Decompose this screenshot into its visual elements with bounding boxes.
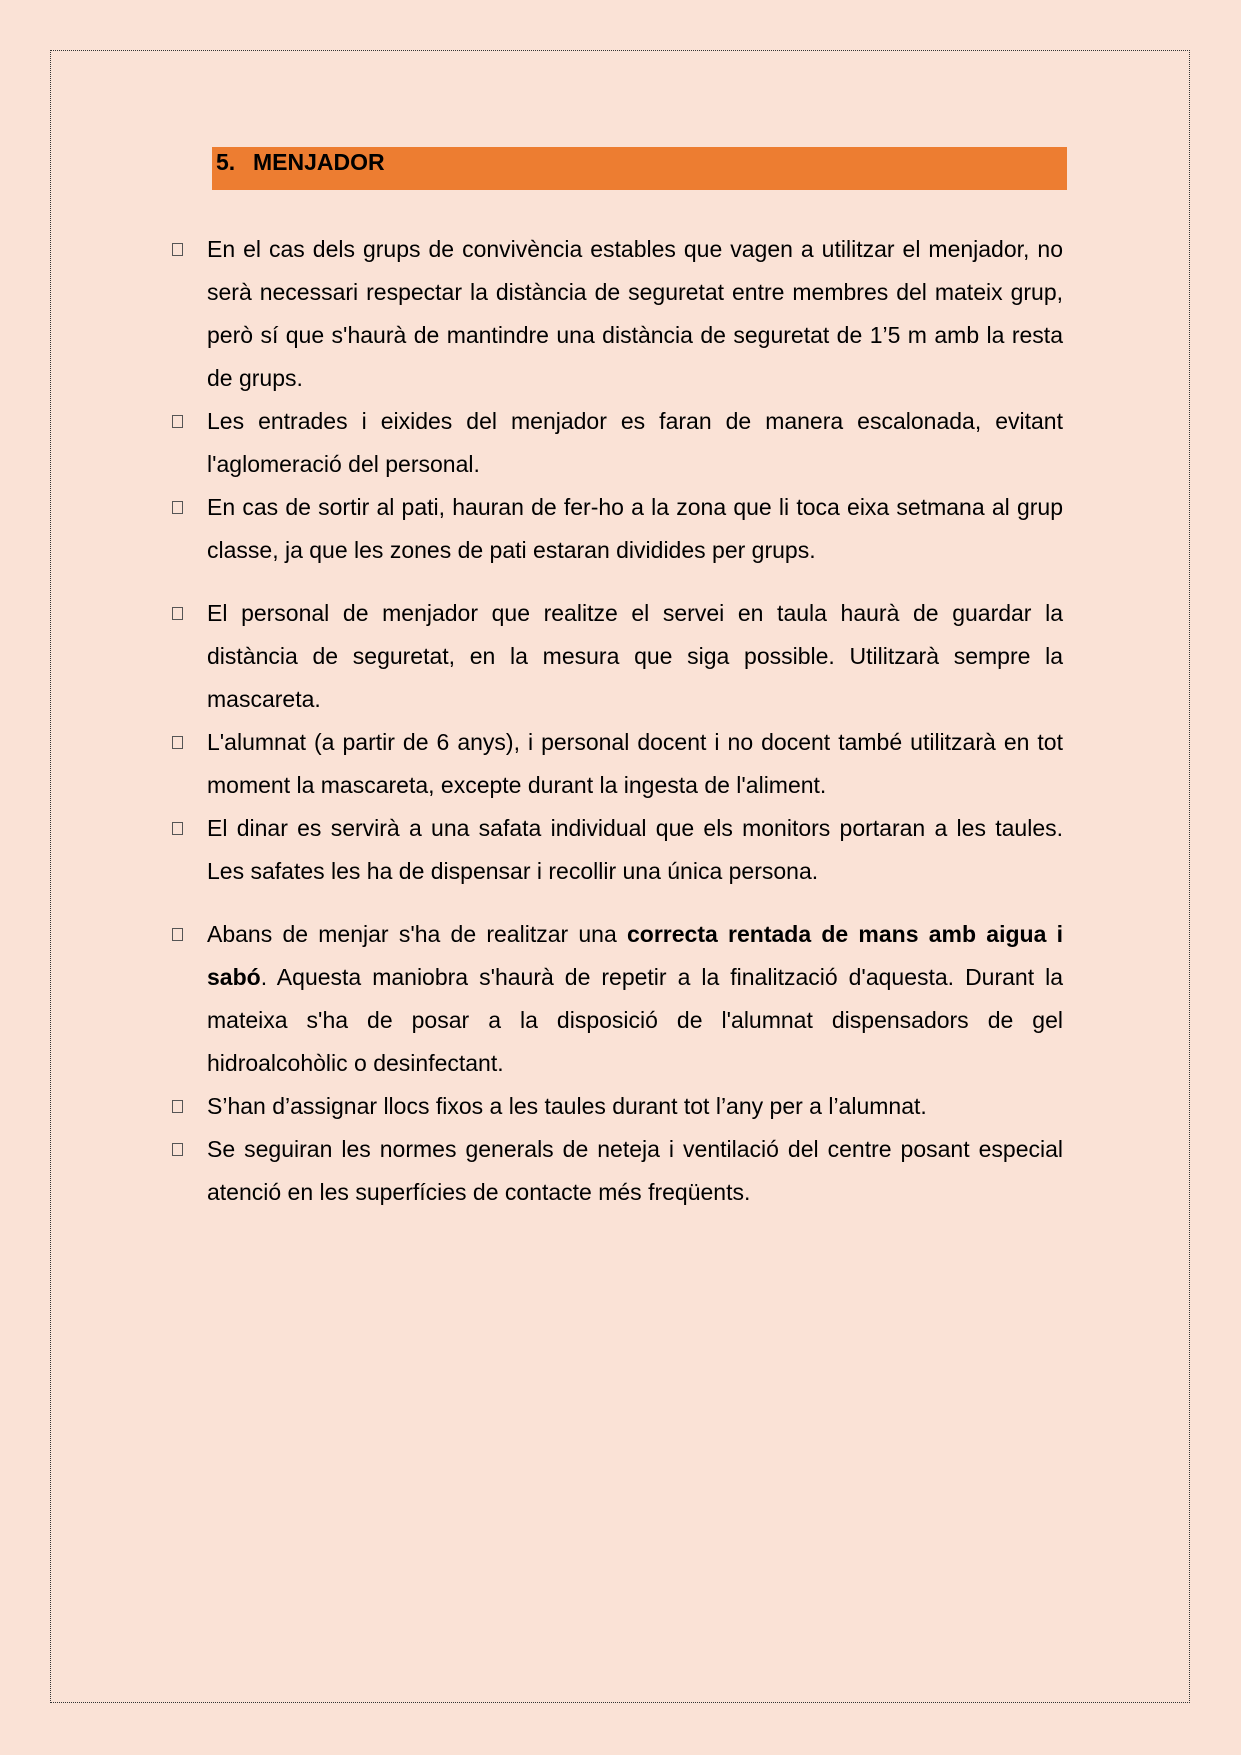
list-item-text: L'alumnat (a partir de 6 anys), i personal docent i no docent també utilitzarà en tot moment la mascareta, excepte durant la ingesta de l'aliment.: [207, 729, 1063, 798]
section-header: [212, 147, 1067, 190]
list-item-text: En el cas dels grups de convivència estables que vagen a utilitzar el menjador, no serà necessari respectar la distància de seguretat entre membres del mateix grup, però sí que s'haurà de mantindre una distància de seguretat de 1’5 m amb la resta de grups.: [207, 236, 1063, 391]
list-item-text: Les entrades i eixides del menjador es faran de manera escalonada, evitant l'aglomeració del personal.: [207, 408, 1063, 477]
bullet-list: [170, 228, 1063, 1214]
square-bullet-icon: [172, 1143, 183, 1156]
list-item-text: En cas de sortir al pati, hauran de fer-ho a la zona que li toca eixa setmana al grup classe, ja que les zones de pati estaran dividides per grups.: [207, 494, 1063, 563]
list-item-text-after: . Aquesta maniobra s'haurà de repetir a la finalització d'aquesta. Durant la mateixa s'ha de posar a la disposició de l'alumnat dispensadors de gel hidroalcohòlic o desinfectant.: [207, 964, 1063, 1076]
square-bullet-icon: [172, 1100, 183, 1113]
list-item-text-bold: correcta rentada de mans amb aigua i sabó: [207, 921, 1063, 990]
square-bullet-icon: [172, 822, 183, 835]
list-item: [170, 721, 1063, 807]
list-item-text-before: Abans de menjar s'ha de realitzar una: [207, 921, 628, 947]
section-title: [216, 147, 1067, 177]
square-bullet-icon: [172, 607, 183, 620]
square-bullet-icon: [172, 736, 183, 749]
square-bullet-icon: [172, 928, 183, 941]
list-item-text: El dinar es servirà a una safata individual que els monitors portaran a les taules. Les safates les ha de dispensar i recollir una única persona.: [207, 815, 1063, 884]
list-item: [170, 592, 1063, 721]
square-bullet-icon: [172, 415, 183, 428]
list-item-text: S’han d’assignar llocs fixos a les taules durant tot l’any per a l’alumnat.: [207, 1093, 927, 1119]
list-item: [170, 486, 1063, 572]
list-item: [170, 1085, 1063, 1128]
list-item: [170, 1128, 1063, 1214]
section-title-text: MENJADOR: [253, 149, 385, 175]
section-number: 5.: [216, 149, 236, 175]
list-item: [170, 228, 1063, 400]
list-item-text: Se seguiran les normes generals de neteja i ventilació del centre posant especial atenció en les superfícies de contacte més freqüents.: [207, 1136, 1063, 1205]
list-item: [170, 807, 1063, 893]
list-item-text: El personal de menjador que realitze el servei en taula haurà de guardar la distància de seguretat, en la mesura que siga possible. Utilitzarà sempre la mascareta.: [207, 600, 1063, 712]
list-item: [170, 913, 1063, 1085]
square-bullet-icon: [172, 501, 183, 514]
square-bullet-icon: [172, 243, 183, 256]
list-item: [170, 400, 1063, 486]
